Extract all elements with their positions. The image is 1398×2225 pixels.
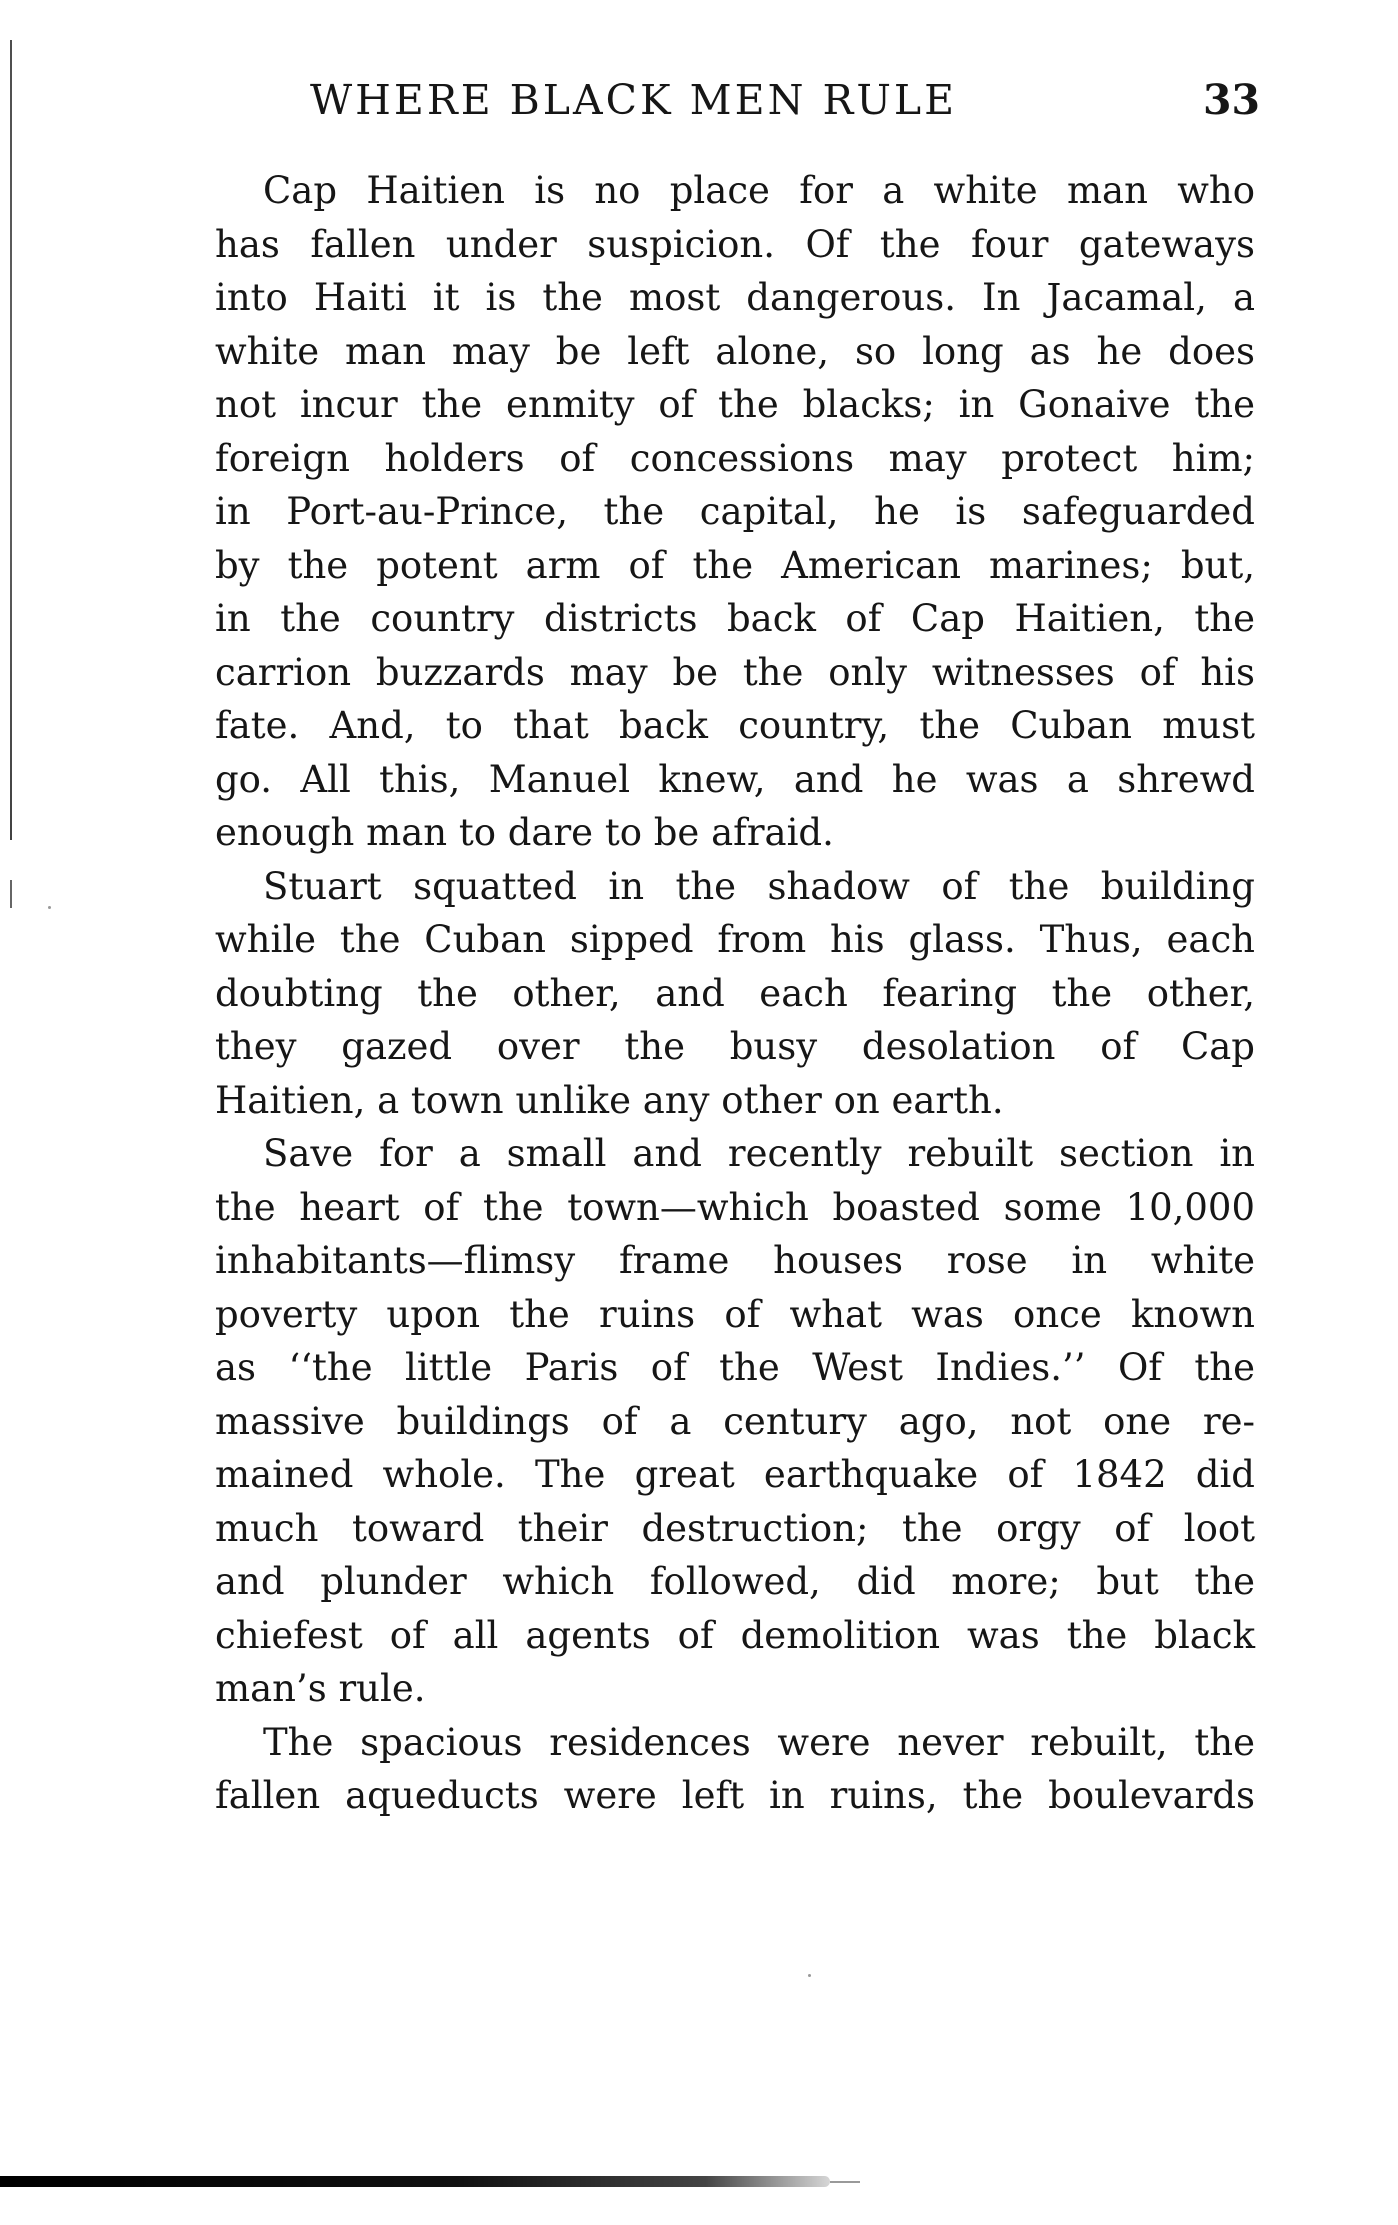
page-number: 33 [1202,76,1260,124]
text-line: enough man to dare to be afraid. [215,811,834,854]
scan-bottom-edge-tail [830,2181,860,2183]
scan-speck [808,1974,811,1977]
text-line: not incur the enmity of the blacks; in Gonaive the [215,383,1255,426]
text-line: foreign holders of concessions may protect him; [215,436,1255,480]
text-line: Save for a small and recently rebuilt section in [263,1132,1255,1175]
running-title: WHERE BLACK MEN RULE [310,76,958,124]
text-line: Cap Haitien is no place for a white man who [263,169,1255,212]
text-line: white man may be left alone, so long as he does [215,329,1255,373]
text-line: fallen aqueducts were left in ruins, the boulevards [215,1774,1255,1817]
body-text [215,164,1255,1823]
text-line: by the potent arm of the American marines; but, [215,543,1255,587]
scan-speck [48,906,51,909]
scan-gutter-mark [10,880,12,908]
text-line: much toward their destruction; the orgy of loot [215,1506,1255,1550]
text-line: Stuart squatted in the shadow of the building [263,864,1255,908]
text-line: and plunder which followed, did more; but the [215,1560,1255,1603]
text-line: while the Cuban sipped from his glass. Thus, each [215,918,1255,961]
text-line: poverty upon the ruins of what was once known [215,1292,1255,1336]
text-line: the heart of the town—which boasted some 10,000 [215,1185,1255,1229]
text-line: man’s rule. [215,1667,426,1710]
text-line: has fallen under suspicion. Of the four gateways [215,222,1255,266]
scan-gutter-edge [10,40,12,840]
text-line: inhabitants—flimsy frame houses rose in white [215,1239,1255,1282]
text-line: go. All this, Manuel knew, and he was a shrewd [215,757,1255,801]
text-line: massive buildings of a century ago, not one re- [215,1399,1255,1443]
text-line: into Haiti it is the most dangerous. In Jacamal, a [215,276,1255,319]
text-line: mained whole. The great earthquake of 1842 did [215,1453,1255,1496]
running-header [310,76,1260,136]
text-line: doubting the other, and each fearing the other, [215,971,1255,1015]
text-line: in Port-au-Prince, the capital, he is safeguarded [215,490,1255,533]
text-line: fate. And, to that back country, the Cuban must [215,704,1255,747]
text-line: in the country districts back of Cap Haitien, the [215,597,1255,640]
text-line: chiefest of all agents of demolition was the black [215,1613,1255,1657]
text-line: carrion buzzards may be the only witnesses of his [215,650,1255,694]
text-line: they gazed over the busy desolation of Cap [215,1025,1255,1068]
scan-bottom-edge [0,2176,830,2187]
text-line: The spacious residences were never rebuilt, the [263,1720,1255,1764]
text-line: as ‘‘the little Paris of the West Indies.’’ Of the [215,1346,1255,1389]
text-line: Haitien, a town unlike any other on earth. [215,1078,1004,1122]
